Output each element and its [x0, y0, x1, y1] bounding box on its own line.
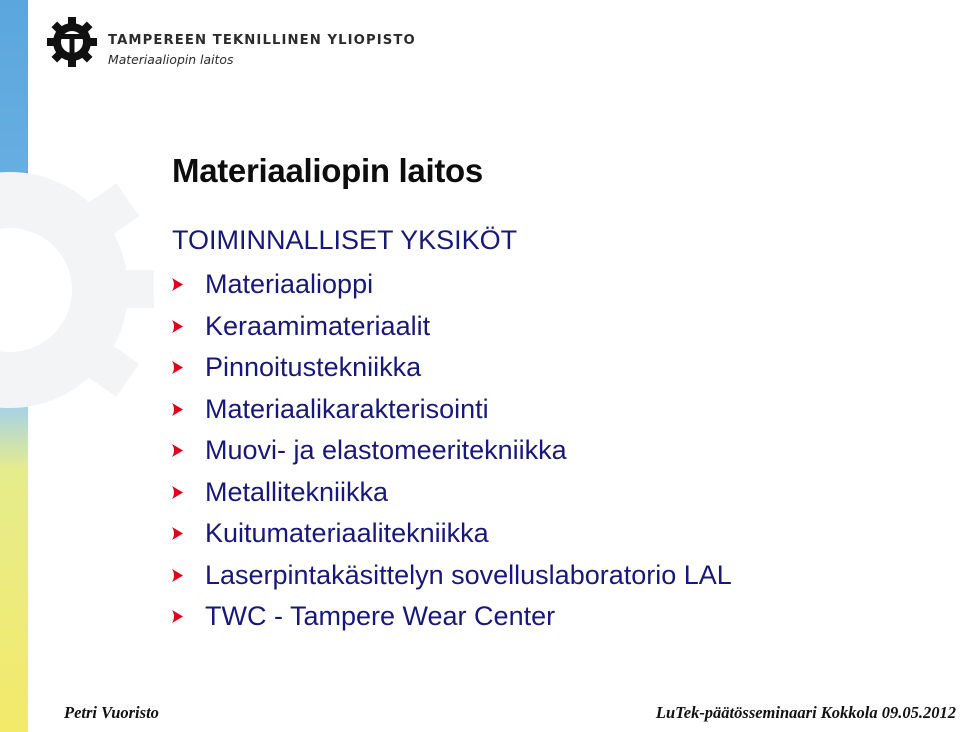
footer-author: Petri Vuoristo [64, 703, 159, 722]
list-item [172, 347, 732, 389]
slide-subtitle: TOIMINNALLISET YKSIKÖT [172, 225, 518, 255]
list-item-label: Kuitumateriaalitekniikka [205, 518, 489, 548]
list-item-label: Pinnoitustekniikka [205, 352, 422, 382]
list-item [172, 430, 732, 472]
footer-event: LuTek-päätösseminaari Kokkola 09.05.2012 [655, 703, 956, 722]
department-name: Materiaaliopin laitos [108, 52, 234, 67]
slide-title: Materiaaliopin laitos [172, 152, 483, 189]
bullet-icon [172, 527, 183, 540]
list-item [172, 306, 732, 348]
bullet-icon [172, 403, 183, 416]
list-item-label: Materiaalioppi [205, 269, 374, 299]
list-item-label: Materiaalikarakterisointi [205, 393, 489, 424]
bullet-icon [172, 320, 183, 333]
list-item [172, 513, 732, 555]
bullet-icon [172, 444, 183, 457]
list-item-label: TWC - Tampere Wear Center [205, 601, 556, 631]
bullet-icon [172, 486, 183, 499]
list-item-label: Laserpintakäsittelyn sovelluslaboratorio LAL [205, 559, 732, 590]
list-item [172, 389, 732, 431]
list-item [172, 264, 732, 306]
list-item [172, 596, 732, 638]
university-name: TAMPEREEN TEKNILLINEN YLIOPISTO [108, 33, 416, 48]
gear-watermark-icon [0, 150, 170, 430]
units-list [172, 264, 732, 638]
bullet-icon [172, 569, 183, 582]
list-item-label: Muovi- ja elastomeeritekniikka [205, 435, 567, 465]
list-item [172, 472, 732, 514]
list-item-label: Keraamimateriaalit [205, 310, 431, 341]
bullet-icon [172, 610, 183, 623]
university-logo-icon [46, 16, 98, 68]
list-item [172, 555, 732, 597]
bullet-icon [172, 361, 183, 374]
bullet-icon [172, 278, 183, 291]
list-item-label: Metallitekniikka [205, 476, 389, 507]
